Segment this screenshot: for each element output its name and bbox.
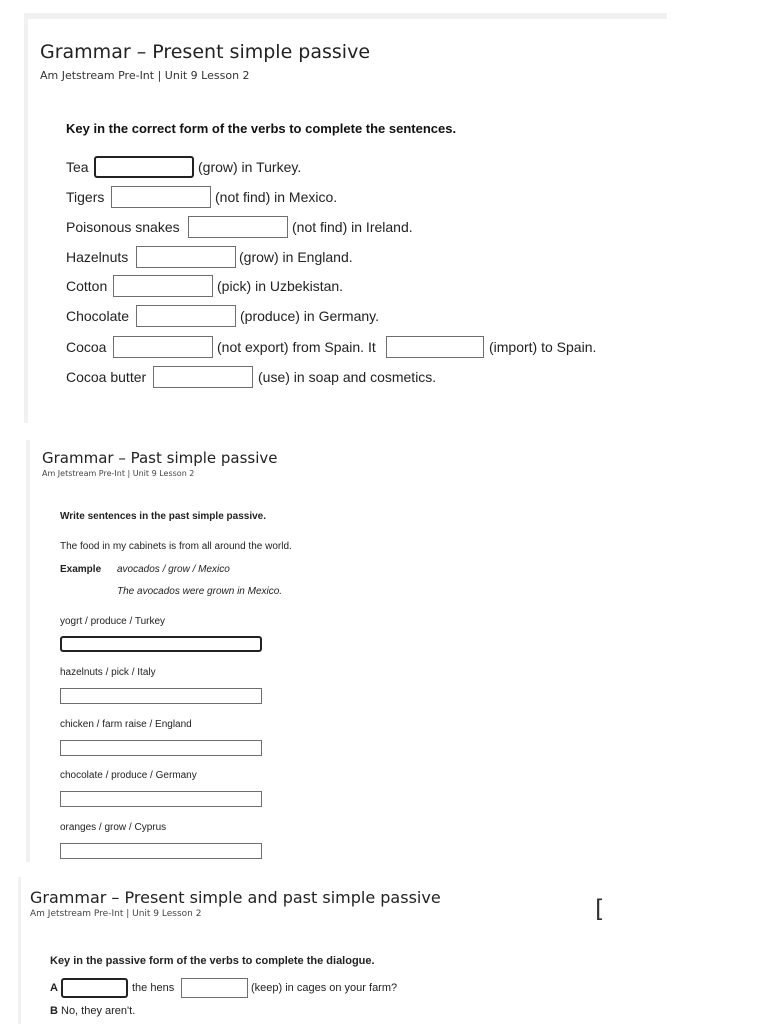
sentence-prefix: Poisonous snakes (66, 219, 180, 235)
answer-field[interactable] (61, 978, 128, 998)
answer-field-2[interactable] (386, 336, 484, 358)
answer-field[interactable] (188, 216, 288, 238)
sentence-field[interactable] (60, 791, 262, 807)
answer-field[interactable] (94, 156, 194, 178)
sentence-prefix: Cocoa (66, 339, 107, 355)
section-title: Grammar – Past simple passive (42, 449, 278, 467)
answer-field[interactable] (136, 305, 236, 327)
example-prompt: avocados / grow / Mexico (117, 564, 230, 575)
sentence-suffix: (use) in soap and cosmetics. (258, 369, 437, 385)
sentence-suffix: (pick) in Uzbekistan. (217, 278, 344, 294)
sentence-suffix: (not export) from Spain. It (217, 339, 376, 355)
dialogue-text: the hens (132, 982, 175, 994)
sentence-suffix: (not find) in Ireland. (292, 219, 413, 235)
intro-text: The food in my cabinets is from all around the world. (60, 541, 292, 552)
sentence-field[interactable] (60, 688, 262, 704)
dialogue-text: No, they aren't. (61, 1005, 136, 1017)
sentence-field[interactable] (60, 843, 262, 859)
speaker-label: A (50, 982, 58, 994)
present-and-past-passive-panel (18, 877, 648, 1024)
section-title: Grammar – Present simple and past simple passive (30, 888, 441, 907)
sentence-prefix: Hazelnuts (66, 249, 129, 265)
prompt-text: yogrt / produce / Turkey (60, 616, 166, 627)
section-subtitle: Am Jetstream Pre-Int | Unit 9 Lesson 2 (30, 909, 202, 919)
section-subtitle: Am Jetstream Pre-Int | Unit 9 Lesson 2 (42, 469, 195, 478)
dialogue-text: (keep) in cages on your farm? (251, 982, 398, 994)
prompt-text: oranges / grow / Cyprus (60, 822, 167, 833)
example-answer: The avocados were grown in Mexico. (117, 586, 283, 597)
sentence-field[interactable] (60, 740, 262, 756)
sentence-suffix-2: (import) to Spain. (489, 339, 597, 355)
sentence-prefix: Chocolate (66, 308, 130, 324)
instruction-text: Key in the passive form of the verbs to complete the dialogue. (50, 955, 375, 967)
sentence-prefix: Cocoa butter (66, 369, 147, 385)
section-title: Grammar – Present simple passive (40, 41, 371, 63)
instruction-text: Key in the correct form of the verbs to complete the sentences. (66, 121, 457, 136)
answer-field[interactable] (153, 366, 253, 388)
sentence-suffix: (grow) in England. (239, 249, 353, 265)
prompt-text: hazelnuts / pick / Italy (60, 667, 156, 678)
section-subtitle: Am Jetstream Pre-Int | Unit 9 Lesson 2 (40, 69, 250, 82)
sentence-prefix: Tigers (66, 189, 105, 205)
answer-field[interactable] (111, 186, 211, 208)
example-label: Example (60, 564, 102, 575)
answer-field[interactable] (113, 336, 213, 358)
prompt-text: chocolate / produce / Germany (60, 770, 197, 781)
answer-field-2[interactable] (181, 978, 248, 998)
speaker-label: B (50, 1005, 58, 1017)
answer-field[interactable] (136, 246, 236, 268)
sentence-suffix: (produce) in Germany. (240, 308, 380, 324)
sentence-field[interactable] (60, 636, 262, 652)
past-simple-passive-panel (26, 440, 316, 862)
sentence-suffix: (not find) in Mexico. (215, 189, 338, 205)
present-simple-passive-panel (24, 13, 667, 423)
instruction-text: Write sentences in the past simple passive. (60, 511, 267, 522)
answer-field[interactable] (113, 275, 213, 297)
sentence-prefix: Tea (66, 159, 89, 175)
bracket-icon: [ (595, 895, 605, 923)
sentence-suffix: (grow) in Turkey. (198, 159, 302, 175)
sentence-prefix: Cotton (66, 278, 108, 294)
prompt-text: chicken / farm raise / England (60, 719, 192, 730)
